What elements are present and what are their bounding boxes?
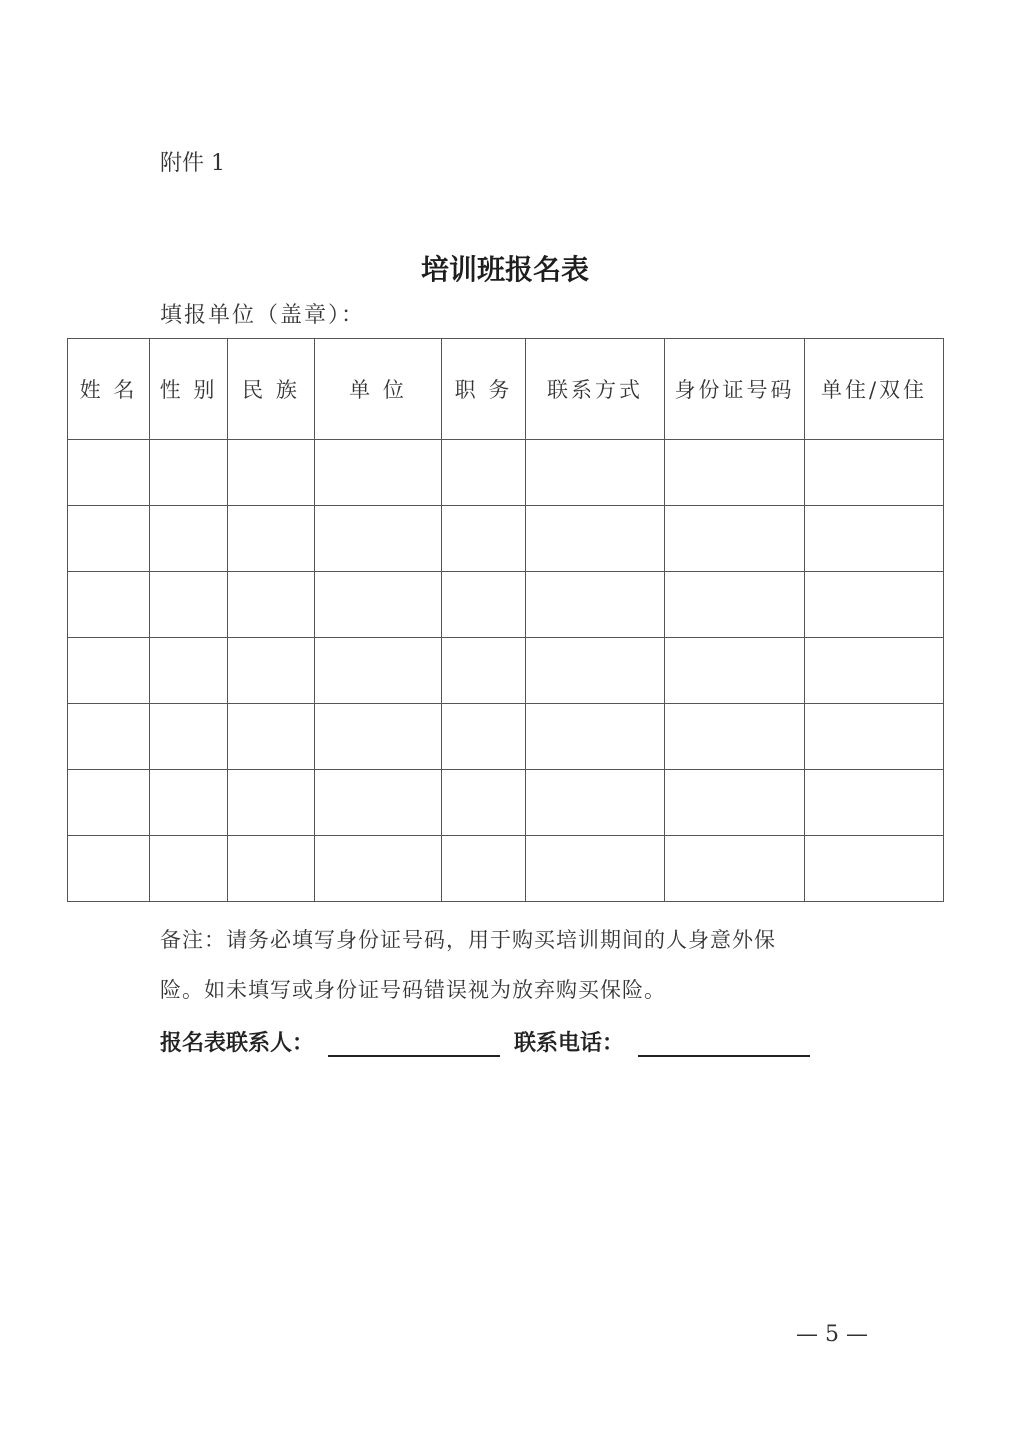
phone-label: 联系电话：: [514, 1031, 625, 1056]
cell-organization[interactable]: [315, 836, 442, 902]
cell-ethnicity[interactable]: [228, 836, 315, 902]
contact-person-field[interactable]: [328, 1029, 500, 1057]
cell-contact[interactable]: [526, 704, 665, 770]
cell-organization[interactable]: [315, 506, 442, 572]
cell-name[interactable]: [68, 704, 150, 770]
cell-position[interactable]: [442, 836, 526, 902]
column-header-ethnicity: 民 族: [228, 339, 315, 440]
cell-id-number[interactable]: [665, 836, 805, 902]
table-row: [68, 770, 944, 836]
cell-name[interactable]: [68, 506, 150, 572]
cell-gender[interactable]: [150, 704, 228, 770]
cell-gender[interactable]: [150, 638, 228, 704]
column-header-organization: 单 位: [315, 339, 442, 440]
cell-ethnicity[interactable]: [228, 704, 315, 770]
column-header-gender: 性 别: [150, 339, 228, 440]
cell-room-type[interactable]: [805, 770, 944, 836]
cell-contact[interactable]: [526, 836, 665, 902]
cell-id-number[interactable]: [665, 704, 805, 770]
cell-id-number[interactable]: [665, 572, 805, 638]
cell-position[interactable]: [442, 440, 526, 506]
column-header-id-number: 身份证号码: [665, 339, 805, 440]
cell-gender[interactable]: [150, 836, 228, 902]
cell-gender[interactable]: [150, 572, 228, 638]
column-header-room-type: 单住/双住: [805, 339, 944, 440]
form-title: 培训班报名表: [420, 253, 589, 286]
contact-person-label: 报名表联系人：: [160, 1031, 315, 1056]
reporting-unit-label: 填报单位（盖章）：: [160, 303, 366, 328]
page-number: — 5 —: [796, 1322, 868, 1347]
phone-field[interactable]: [638, 1029, 810, 1057]
cell-id-number[interactable]: [665, 638, 805, 704]
cell-position[interactable]: [442, 770, 526, 836]
cell-ethnicity[interactable]: [228, 572, 315, 638]
note-line-2: 险。如未填写或身份证号码错误视为放弃购买保险。: [160, 978, 666, 1002]
cell-contact[interactable]: [526, 506, 665, 572]
cell-name[interactable]: [68, 836, 150, 902]
cell-organization[interactable]: [315, 770, 442, 836]
cell-room-type[interactable]: [805, 572, 944, 638]
column-header-contact: 联系方式: [526, 339, 665, 440]
cell-organization[interactable]: [315, 704, 442, 770]
cell-contact[interactable]: [526, 572, 665, 638]
cell-position[interactable]: [442, 572, 526, 638]
cell-name[interactable]: [68, 638, 150, 704]
cell-room-type[interactable]: [805, 638, 944, 704]
cell-room-type[interactable]: [805, 506, 944, 572]
table-row: [68, 572, 944, 638]
cell-position[interactable]: [442, 638, 526, 704]
cell-position[interactable]: [442, 506, 526, 572]
cell-position[interactable]: [442, 704, 526, 770]
note-line-1: 备注：请务必填写身份证号码，用于购买培训期间的人身意外保: [160, 928, 776, 952]
cell-name[interactable]: [68, 770, 150, 836]
cell-organization[interactable]: [315, 572, 442, 638]
cell-room-type[interactable]: [805, 440, 944, 506]
contact-section: [160, 1026, 824, 1057]
cell-id-number[interactable]: [665, 770, 805, 836]
cell-ethnicity[interactable]: [228, 770, 315, 836]
cell-room-type[interactable]: [805, 836, 944, 902]
cell-id-number[interactable]: [665, 440, 805, 506]
attachment-label: 附件 1: [160, 151, 225, 176]
table-row: [68, 506, 944, 572]
cell-organization[interactable]: [315, 440, 442, 506]
registration-table: [67, 338, 944, 902]
table-row: [68, 440, 944, 506]
cell-ethnicity[interactable]: [228, 440, 315, 506]
cell-organization[interactable]: [315, 638, 442, 704]
cell-ethnicity[interactable]: [228, 506, 315, 572]
column-header-position: 职 务: [442, 339, 526, 440]
cell-contact[interactable]: [526, 770, 665, 836]
cell-room-type[interactable]: [805, 704, 944, 770]
column-header-name: 姓 名: [68, 339, 150, 440]
table-row: [68, 836, 944, 902]
cell-ethnicity[interactable]: [228, 638, 315, 704]
cell-gender[interactable]: [150, 770, 228, 836]
cell-gender[interactable]: [150, 506, 228, 572]
cell-gender[interactable]: [150, 440, 228, 506]
cell-contact[interactable]: [526, 638, 665, 704]
table-header-row: [68, 339, 944, 440]
table-row: [68, 704, 944, 770]
cell-id-number[interactable]: [665, 506, 805, 572]
cell-name[interactable]: [68, 572, 150, 638]
table-row: [68, 638, 944, 704]
cell-name[interactable]: [68, 440, 150, 506]
cell-contact[interactable]: [526, 440, 665, 506]
